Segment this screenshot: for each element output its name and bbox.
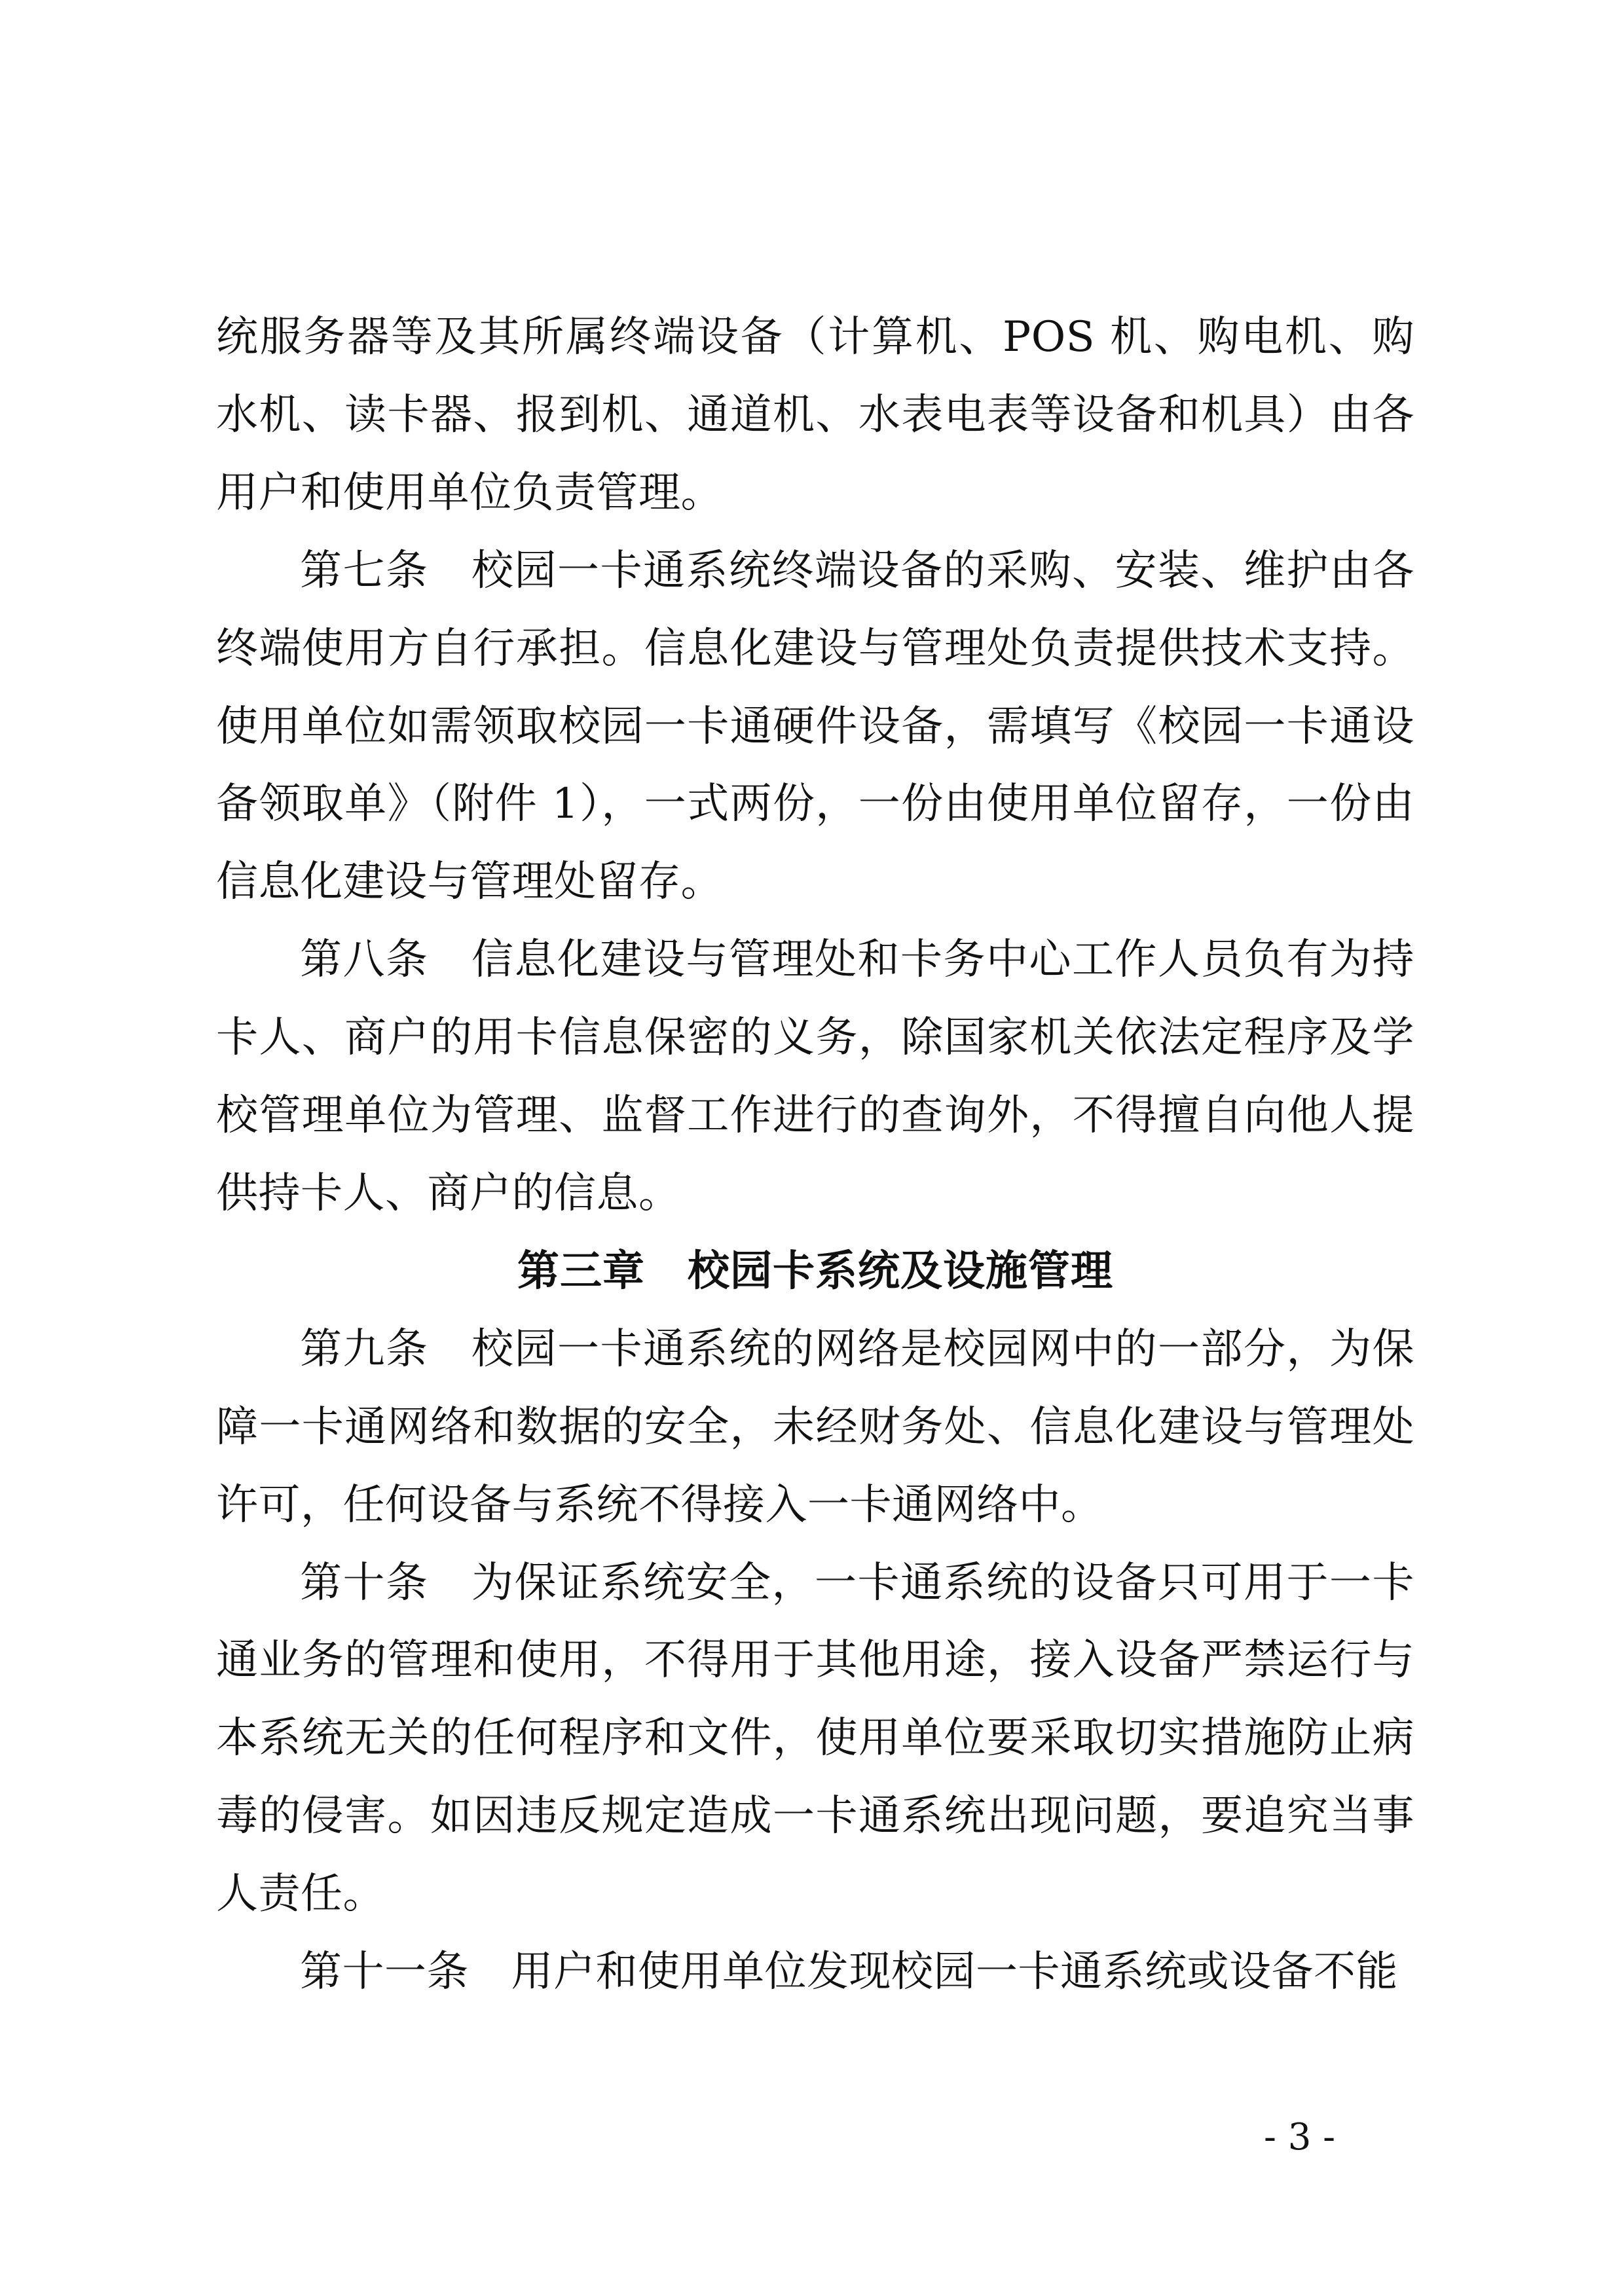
article-8: 第八条 信息化建设与管理处和卡务中心工作人员负有为持卡人、商户的用卡信息保密的义务，除国家机关依法定程序及学校管理单位为管理、监督工作进行的查询外，不得擅自向他人提供持卡人、商户的信息。 <box>216 936 1414 1218</box>
article-11: 第十一条 用户和使用单位发现校园一卡通系统或设备不能 <box>300 1948 1398 1997</box>
page-number: - 3 - <box>1264 2116 1336 2159</box>
article-9: 第九条 校园一卡通系统的网络是校园网中的一部分，为保障一卡通网络和数据的安全，未经财务处、信息化建设与管理处许可，任何设备与系统不得接入一卡通网络中。 <box>216 1324 1414 1529</box>
paragraph-continuation: 统服务器等及其所属终端设备（计算机、POS 机、购电机、购水机、读卡器、报到机、通道机、水表电表等设备和机具）由各用户和使用单位负责管理。 <box>216 313 1414 517</box>
chapter-3-heading: 第三章 校园卡系统及设施管理 <box>517 1247 1113 1296</box>
article-10: 第十条 为保证系统安全，一卡通系统的设备只可用于一卡通业务的管理和使用，不得用于其他用途，接入设备严禁运行与本系统无关的任何程序和文件，使用单位要采取切实措施防止病毒的侵害。如因违反规定造成一卡通系统出现问题，要追究当事人责任。 <box>216 1558 1414 1919</box>
document-body <box>216 299 1414 2011</box>
article-7: 第七条 校园一卡通系统终端设备的采购、安装、维护由各终端使用方自行承担。信息化建设与管理处负责提供技术支持。使用单位如需领取校园一卡通硬件设备，需填写《校园一卡通设备领取单》（附件 1），一式两份，一份由使用单位留存，一份由信息化建设与管理处留存。 <box>216 546 1414 907</box>
